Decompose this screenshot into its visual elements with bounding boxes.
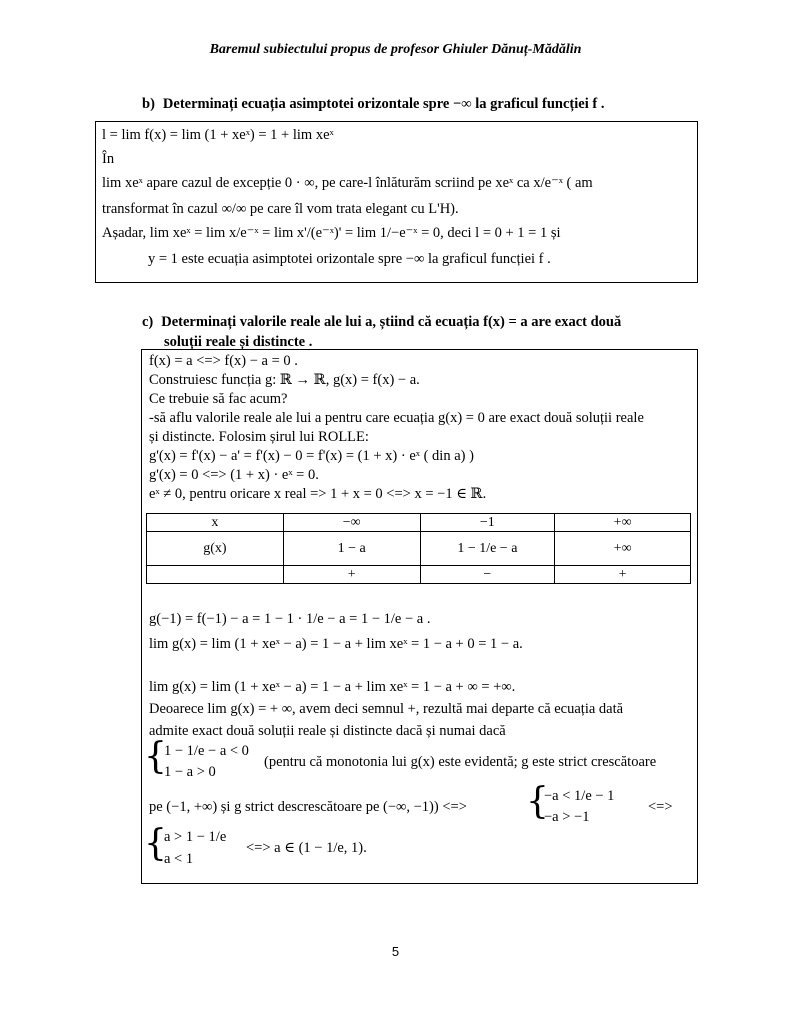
system-3-line-b: a < 1 [164, 851, 194, 867]
answer-c-line-3: Ce trebuie să fac acum? [149, 391, 288, 407]
answer-c-line-8: eˣ ≠ 0, pentru oricare x real => 1 + x = 0 <=> x = −1 ∈ ℝ. [149, 486, 487, 502]
table-cell: − [420, 566, 555, 584]
answer-b-line-6: y = 1 este ecuația asimptotei orizontale spre −∞ la graficul funcției f . [148, 251, 551, 267]
system-brace-2: { [526, 781, 549, 822]
system-1-line-a: 1 − 1/e − a < 0 [164, 743, 249, 759]
question-c [142, 314, 621, 331]
question-b [142, 96, 604, 113]
answer-c-line-15: pe (−1, +∞) și g strict descrescătoare pe (−∞, −1)) <=> [149, 799, 467, 815]
table-header-cell: +∞ [555, 514, 691, 532]
system-1-line-b: 1 − a > 0 [164, 764, 216, 780]
page-header: Baremul subiectului propus de profesor Ghiuler Dănuț-Mădălin [209, 42, 582, 57]
answer-b-box [95, 121, 698, 283]
table-header-cell: −1 [420, 514, 555, 532]
answer-b-line-1: l = lim f(x) = lim (1 + xeˣ) = 1 + lim xeˣ [102, 127, 334, 143]
question-c-line-2: soluții reale și distincte . [164, 334, 313, 350]
system-2-end: <=> [648, 799, 673, 815]
answer-c-box [141, 349, 698, 884]
variation-table [146, 513, 691, 584]
table-cell [147, 566, 284, 584]
answer-c-line-5: și distincte. Folosim șirul lui ROLLE: [149, 429, 369, 445]
table-cell: + [283, 566, 420, 584]
answer-c-line-11: lim g(x) = lim (1 + xeˣ − a) = 1 − a + lim xeˣ = 1 − a + ∞ = +∞. [149, 679, 516, 695]
system-2-line-b: −a > −1 [544, 809, 590, 825]
answer-b-line-2: În [102, 151, 115, 167]
table-cell: +∞ [555, 532, 691, 566]
answer-b-line-3: lim xeˣ apare cazul de excepție 0 · ∞, pe care-l înlăturăm scriind pe xeˣ ca x/e⁻ˣ ( am [102, 175, 593, 191]
answer-c-line-12: Deoarece lim g(x) = + ∞, avem deci semnul +, rezultă mai departe că ecuația dată [149, 701, 624, 717]
answer-c-line-10: lim g(x) = lim (1 + xeˣ − a) = 1 − a + lim xeˣ = 1 − a + 0 = 1 − a. [149, 636, 523, 652]
answer-c-line-7: g'(x) = 0 <=> (1 + x) · eˣ = 0. [149, 467, 319, 483]
question-c-text-1: Determinați valorile reale ale lui a, știind că ecuația f(x) = a are exact două [161, 314, 622, 330]
table-cell: + [555, 566, 691, 584]
question-b-label: b) [142, 96, 155, 112]
answer-b-line-5: Așadar, lim xeˣ = lim x/e⁻ˣ = lim x'/(e⁻ˣ)' = lim 1/−e⁻ˣ = 0, deci l = 0 + 1 = 1 și [102, 225, 561, 241]
system-2-line-a: −a < 1/e − 1 [544, 788, 615, 804]
question-b-text: Determinați ecuația asimptotei orizontale spre −∞ la graficul funcției f . [162, 96, 605, 112]
table-header-cell: x [147, 514, 284, 532]
question-c-label: c) [142, 314, 154, 330]
answer-c-line-9: g(−1) = f(−1) − a = 1 − 1 · 1/e − a = 1 − 1/e − a . [149, 611, 431, 627]
page-number: 5 [391, 944, 400, 959]
answer-c-line-13: admite exact două soluții reale și distincte dacă și numai dacă [149, 723, 506, 739]
system-3-end: <=> a ∈ (1 − 1/e, 1). [246, 840, 367, 856]
answer-b-line-4: transformat în cazul ∞/∞ pe care îl vom trata elegant cu L'H). [102, 201, 459, 217]
answer-c-line-2: Construiesc funcția g: ℝ → ℝ, g(x) = f(x) − a. [149, 372, 420, 388]
answer-c-line-14: (pentru că monotonia lui g(x) este evidentă; g este strict crescătoare [264, 754, 657, 770]
table-cell: 1 − a [283, 532, 420, 566]
system-brace-3: { [144, 823, 167, 864]
table-header-cell: −∞ [283, 514, 420, 532]
answer-c-line-1: f(x) = a <=> f(x) − a = 0 . [149, 353, 298, 369]
table-cell: g(x) [147, 532, 284, 566]
system-3-line-a: a > 1 − 1/e [164, 829, 227, 845]
system-brace-1: { [144, 736, 167, 777]
table-cell: 1 − 1/e − a [420, 532, 555, 566]
answer-c-line-4: -să aflu valorile reale ale lui a pentru care ecuația g(x) = 0 are exact două soluții reale [149, 410, 644, 426]
answer-c-line-6: g'(x) = f'(x) − a' = f'(x) − 0 = f'(x) = (1 + x) · eˣ ( din a) ) [149, 448, 474, 464]
